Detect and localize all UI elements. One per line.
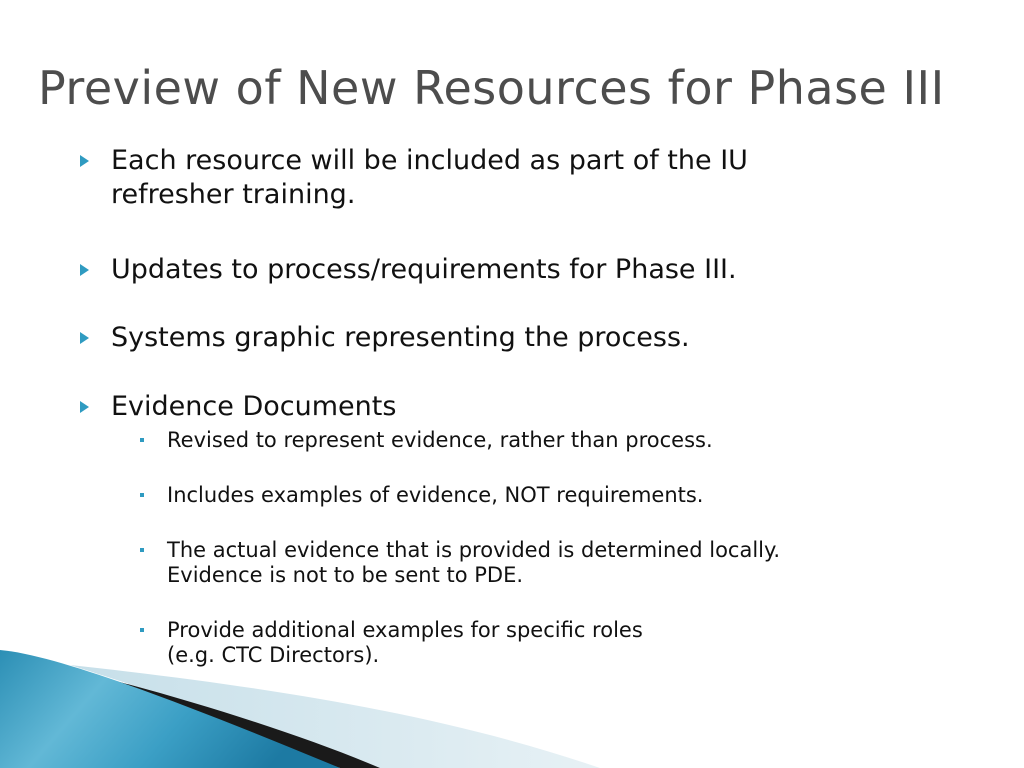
- sub-bullet-text-line: Revised to represent evidence, rather than process.: [167, 428, 713, 452]
- bullet-text-line: Updates to process/requirements for Phase III.: [111, 254, 737, 285]
- bullet-text-line: Evidence Documents: [111, 391, 397, 422]
- sub-bullet-text-line: The actual evidence that is provided is determined locally.: [167, 538, 781, 562]
- bullet-text-line: Each resource will be included as part of the IU: [111, 145, 748, 176]
- sub-bullet-text-line: Includes examples of evidence, NOT requirements.: [167, 483, 704, 507]
- bullet-text-line: refresher training.: [111, 179, 356, 210]
- sub-bullet-text-line: Provide additional examples for specific roles: [167, 618, 643, 642]
- sub-bullet-text-line: Evidence is not to be sent to PDE.: [167, 563, 524, 587]
- slide-title: Preview of New Resources for Phase III: [38, 61, 945, 115]
- sub-bullet-text-line: (e.g. CTC Directors).: [167, 643, 380, 667]
- bullet-text-line: Systems graphic representing the process.: [111, 322, 690, 353]
